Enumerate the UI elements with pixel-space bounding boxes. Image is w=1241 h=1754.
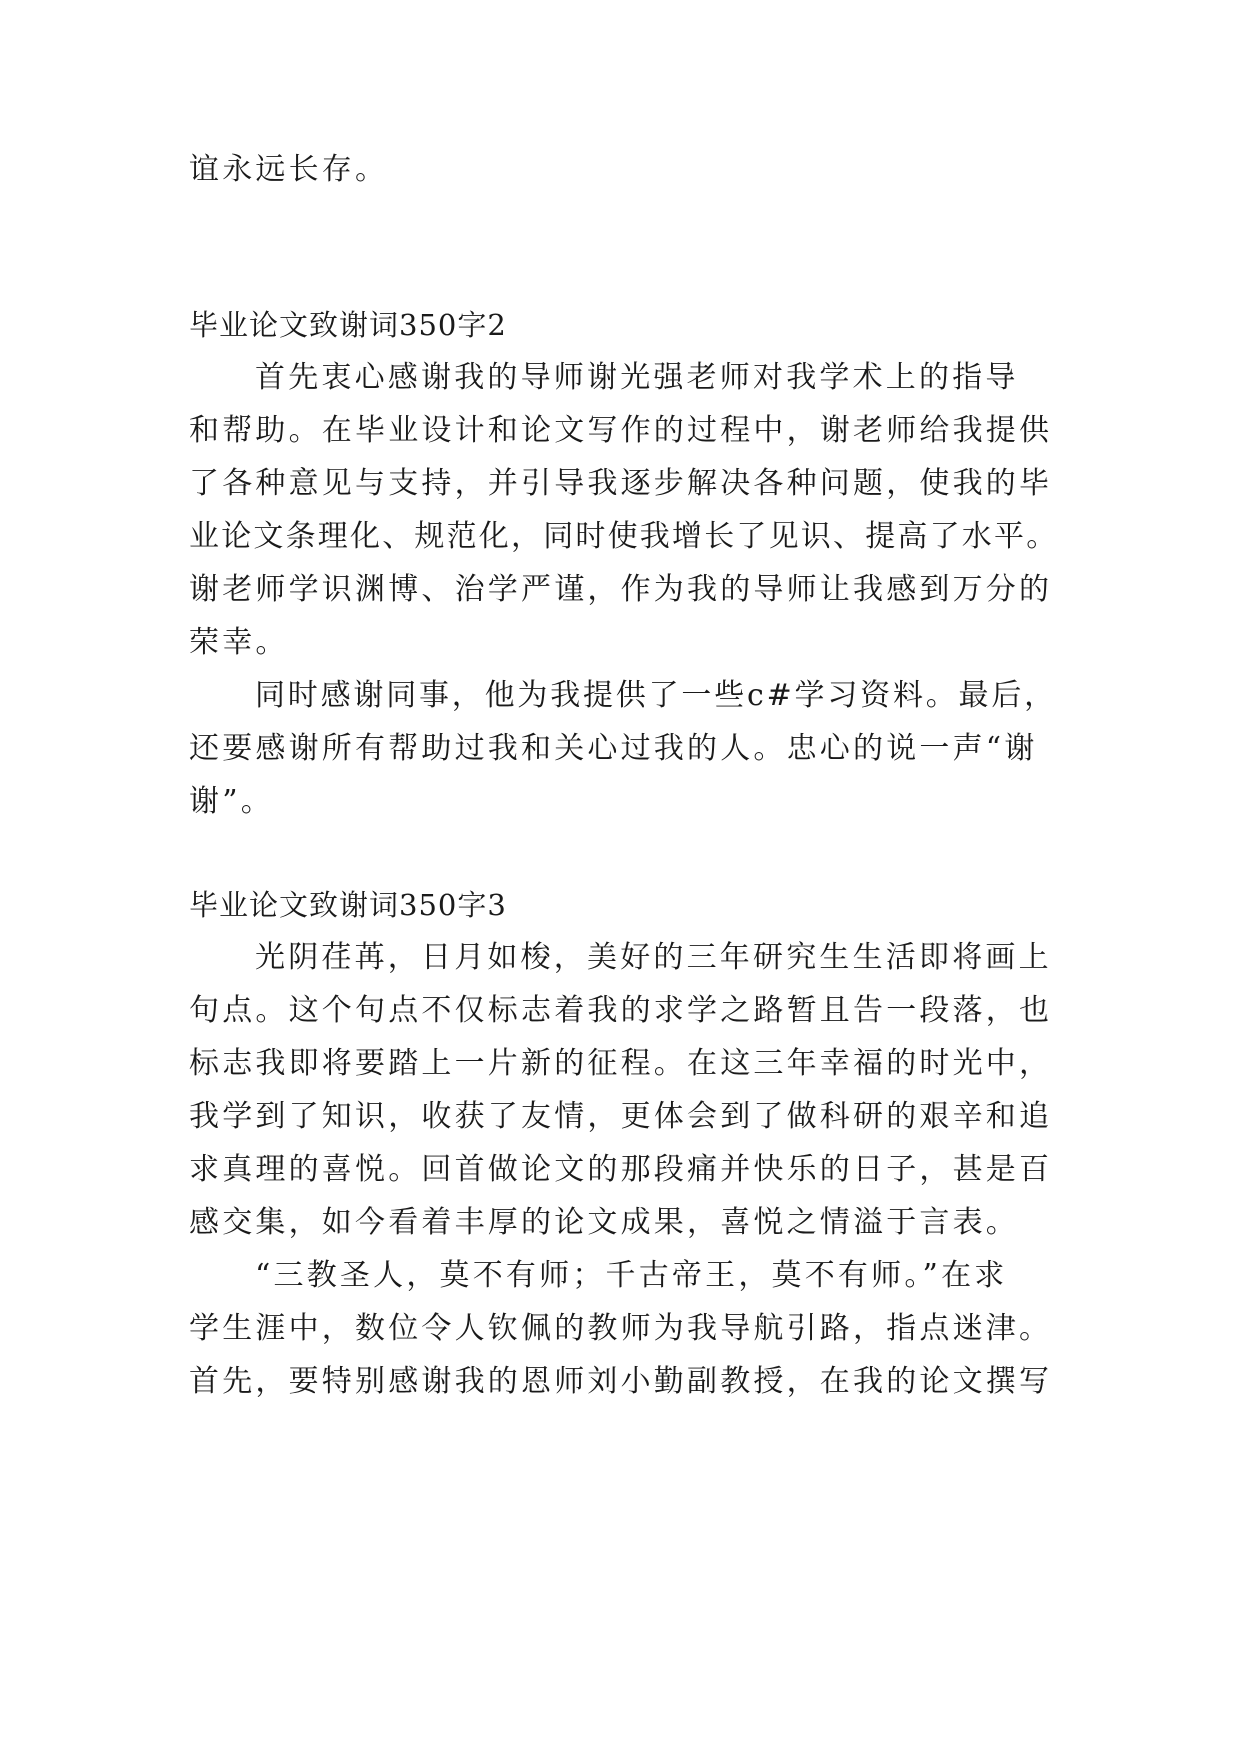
paragraph-line: 首先衷心感谢我的导师谢光强老师对我学术上的指导	[255, 360, 1019, 395]
paragraph-line: 谢老师学识渊博、治学严谨，作为我的导师让我感到万分的	[189, 572, 1053, 607]
paragraph-line: 还要感谢所有帮助过我和关心过我的人。忠心的说一声“谢	[189, 731, 1038, 766]
continued-paragraph-fragment: 谊永远长存。	[189, 152, 389, 187]
section-heading-2: 毕业论文致谢词350字2	[189, 308, 507, 342]
paragraph-line: 标志我即将要踏上一片新的征程。在这三年幸福的时光中，	[189, 1046, 1053, 1081]
paragraph-line: 学生涯中，数位令人钦佩的教师为我导航引路，指点迷津。	[189, 1311, 1053, 1346]
paragraph-line: 荣幸。	[189, 625, 289, 660]
paragraph-line: “三教圣人，莫不有师；千古帝王，莫不有师。”在求	[255, 1258, 1008, 1293]
paragraph-line: 求真理的喜悦。回首做论文的那段痛并快乐的日子，甚是百	[189, 1152, 1053, 1187]
section-heading-3: 毕业论文致谢词350字3	[189, 888, 507, 922]
paragraph-line: 我学到了知识，收获了友情，更体会到了做科研的艰辛和追	[189, 1099, 1053, 1134]
paragraph-line: 首先，要特别感谢我的恩师刘小勤副教授，在我的论文撰写	[189, 1364, 1053, 1399]
paragraph-line: 了各种意见与支持，并引导我逐步解决各种问题，使我的毕	[189, 466, 1053, 501]
paragraph-line: 和帮助。在毕业设计和论文写作的过程中，谢老师给我提供	[189, 413, 1053, 448]
paragraph-line: 谢”。	[189, 784, 274, 819]
paragraph-line: 光阴荏苒，日月如梭，美好的三年研究生生活即将画上	[255, 940, 1052, 975]
paragraph-line: 同时感谢同事，他为我提供了一些c#学习资料。最后，	[255, 678, 1057, 713]
paragraph-line: 业论文条理化、规范化，同时使我增长了见识、提高了水平。	[189, 519, 1059, 554]
paragraph-line: 句点。这个句点不仅标志着我的求学之路暂且告一段落，也	[189, 993, 1053, 1028]
paragraph-line: 感交集，如今看着丰厚的论文成果，喜悦之情溢于言表。	[189, 1205, 1019, 1240]
